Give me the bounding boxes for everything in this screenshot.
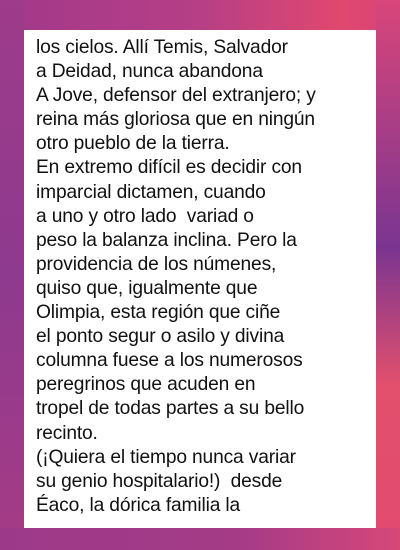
text-line: su genio hospitalario!) desde xyxy=(36,470,283,492)
text-line: recinto. xyxy=(36,422,98,444)
text-line: a Deidad, nunca abandona xyxy=(36,61,263,83)
text-line: reina más gloriosa que en ningún xyxy=(36,109,315,131)
text-line: Éaco, la dórica familia la xyxy=(36,494,241,516)
background-band-bottom xyxy=(0,528,400,550)
background-band-top xyxy=(0,0,400,30)
text-line: quiso que, igualmente que xyxy=(36,277,258,299)
text-line: otro pueblo de la tierra. xyxy=(36,133,230,155)
text-line: Olimpia, esta región que ciñe xyxy=(36,302,281,324)
background-band-left xyxy=(0,0,24,550)
text-line: tropel de todas partes a su bello xyxy=(36,398,305,420)
text-line: peso la balanza inclina. Pero la xyxy=(36,229,297,251)
text-line: a uno y otro lado variad o xyxy=(36,205,254,227)
text-line: columna fuese a los numerosos xyxy=(36,350,303,372)
text-line: imparcial dictamen, cuando xyxy=(36,181,266,203)
text-line: peregrinos que acuden en xyxy=(36,374,256,396)
text-line: En extremo difícil es decidir con xyxy=(36,157,302,179)
text-line: (¡Quiera el tiempo nunca variar xyxy=(36,446,296,468)
text-line: A Jove, defensor del extranjero; y xyxy=(36,85,316,107)
text-line: el ponto segur o asilo y divina xyxy=(36,326,285,348)
text-line: los cielos. Allí Temis, Salvador xyxy=(36,37,288,58)
text-page xyxy=(24,30,376,528)
background-band-right xyxy=(376,0,400,550)
text-line: providencia de los númenes, xyxy=(36,253,277,275)
